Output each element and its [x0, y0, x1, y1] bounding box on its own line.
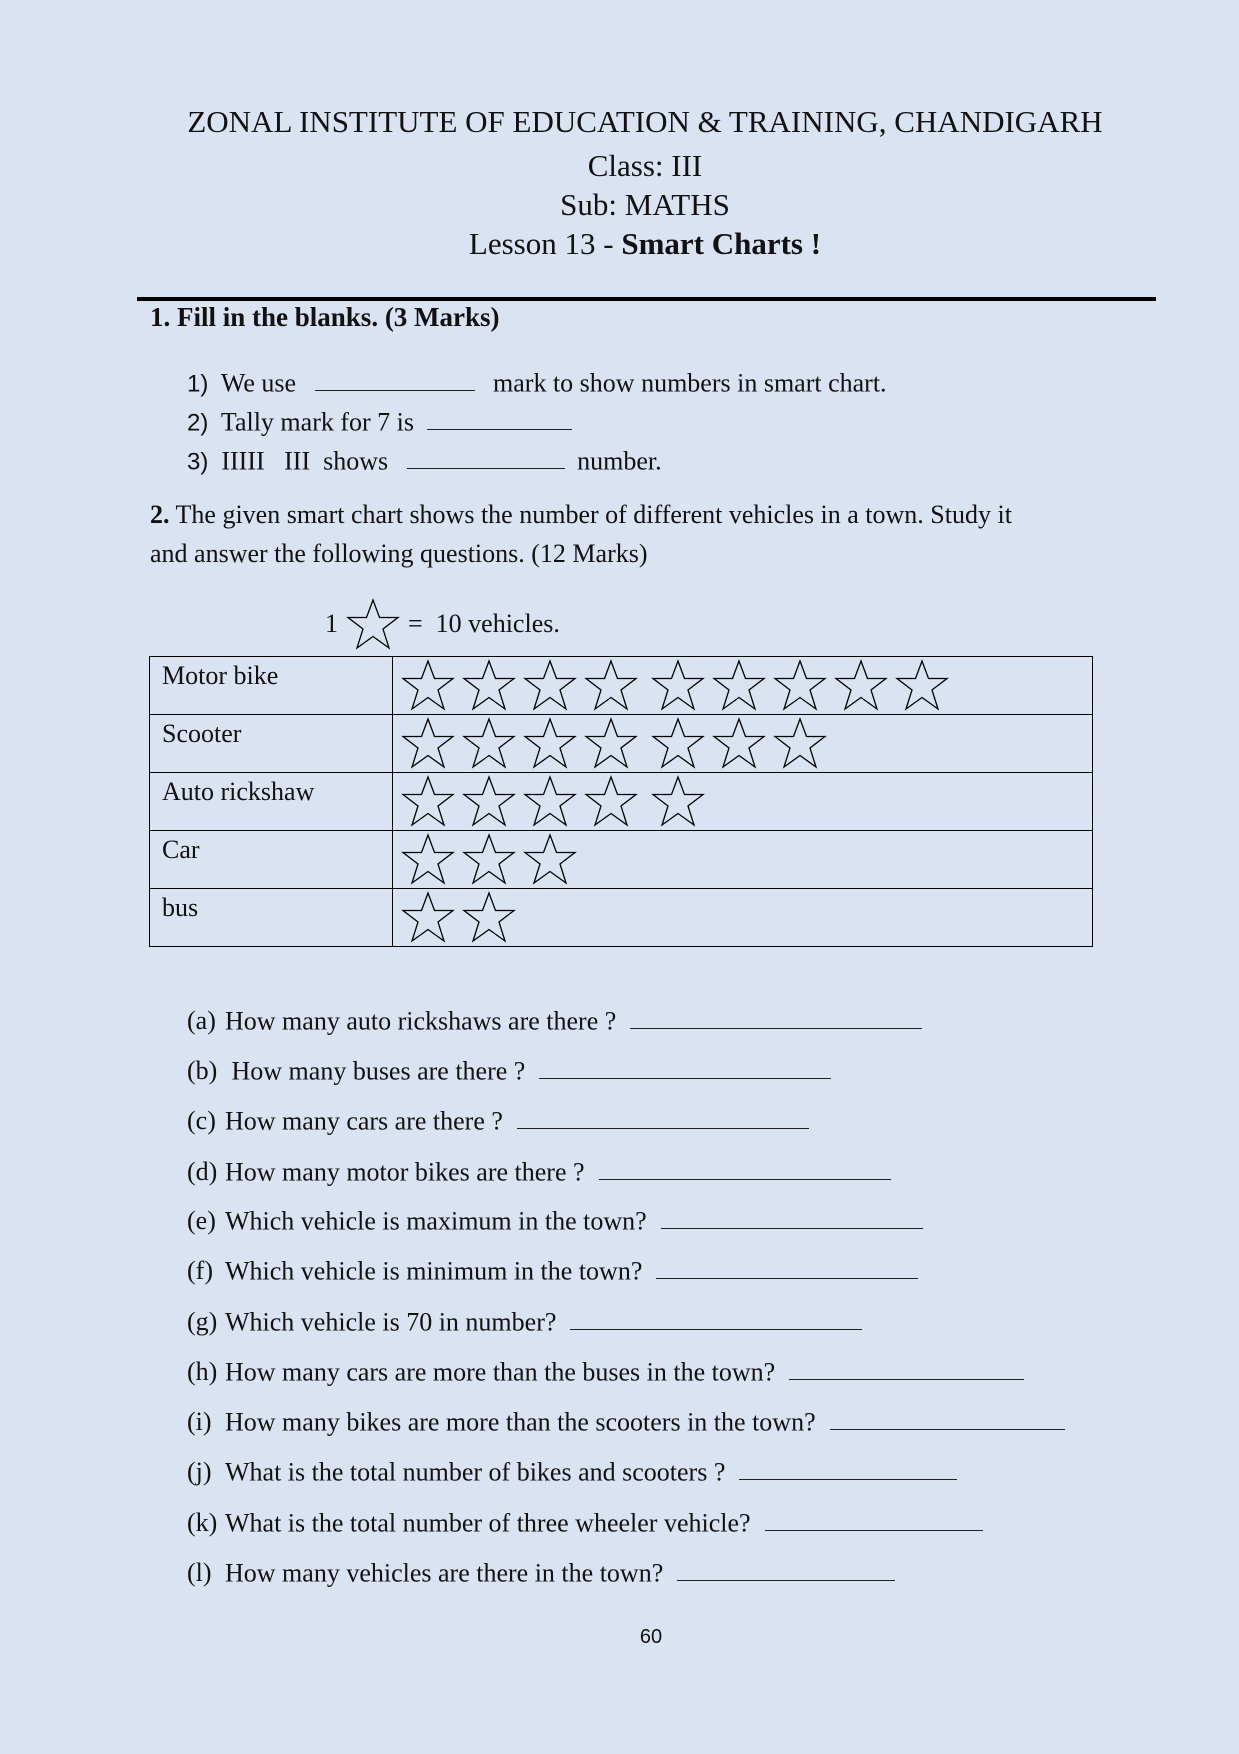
question-label: (i): [187, 1407, 212, 1437]
class-label: Class: III: [587, 148, 703, 183]
question-text: What is the total number of bikes and scooters ?: [225, 1457, 726, 1487]
star-icon: [344, 597, 402, 651]
lesson-name: Smart Charts !: [621, 226, 822, 261]
answer-blank[interactable]: [656, 1251, 918, 1279]
table-row: [150, 715, 1093, 773]
question-item: [187, 1302, 862, 1337]
vehicle-label: Scooter: [150, 715, 393, 773]
answer-blank[interactable]: [765, 1503, 983, 1531]
question-item: [187, 1001, 922, 1036]
star-icon: [403, 893, 453, 941]
table-row: [150, 773, 1093, 831]
star-icon: [653, 719, 703, 767]
star-icon: [403, 835, 453, 883]
question-text: How many cars are there ?: [225, 1106, 503, 1136]
star-icon: [586, 719, 636, 767]
answer-blank[interactable]: [539, 1051, 831, 1079]
section2-text: The given smart chart shows the number of different vehicles in a town. Study it: [175, 500, 1012, 529]
answer-blank[interactable]: [789, 1352, 1024, 1380]
star-icon: [714, 661, 764, 709]
question-label: (k): [187, 1508, 218, 1538]
star-icon: [464, 719, 514, 767]
star-icon: [714, 719, 764, 767]
star-icon: [586, 661, 636, 709]
star-icon: [525, 719, 575, 767]
section1-heading: 1. Fill in the blanks. (3 Marks): [150, 302, 500, 332]
table-row: [150, 889, 1093, 947]
star-icon: [403, 661, 453, 709]
answer-blank[interactable]: [427, 402, 572, 430]
lesson-prefix: Lesson 13 -: [468, 226, 622, 261]
question-text: How many cars are more than the buses in the town?: [225, 1357, 776, 1387]
answer-blank[interactable]: [407, 441, 565, 469]
table-row: [150, 657, 1093, 715]
star-icon: [525, 835, 575, 883]
question-text: How many motor bikes are there ?: [225, 1157, 585, 1187]
star-icon: [403, 719, 453, 767]
question-label: (g): [187, 1307, 218, 1337]
section2-number: 2.: [150, 500, 170, 529]
star-icon: [897, 661, 947, 709]
header-divider: [137, 297, 1156, 301]
question-text: How many auto rickshaws are there ?: [225, 1006, 617, 1036]
question-item: [187, 1452, 957, 1487]
star-icon: [586, 777, 636, 825]
answer-blank[interactable]: [661, 1201, 923, 1229]
star-icon: [836, 661, 886, 709]
item-number: 2): [187, 409, 209, 437]
star-row: [397, 715, 1077, 772]
star-cell: [393, 831, 1093, 889]
lesson-title: [0, 226, 1239, 262]
question-item: [187, 1101, 809, 1136]
question-text: What is the total number of three wheeler vehicle?: [225, 1508, 751, 1538]
section2-intro: [150, 500, 1012, 530]
question-label: (a): [187, 1006, 216, 1036]
question-item: [187, 1402, 1065, 1437]
question-item: [187, 1352, 1024, 1387]
section2-intro-line2: and answer the following questions. (12 Marks): [150, 539, 648, 568]
star-icon: [525, 661, 575, 709]
item-text: number.: [577, 446, 662, 476]
star-row: [397, 831, 1077, 888]
answer-blank[interactable]: [630, 1001, 922, 1029]
question-text: How many vehicles are there in the town?: [225, 1558, 664, 1588]
question-item: [187, 1553, 895, 1588]
question-text: Which vehicle is 70 in number?: [225, 1307, 557, 1337]
star-row: [397, 773, 1077, 830]
fill-blank-item: [187, 363, 887, 398]
question-label: (h): [187, 1357, 218, 1387]
star-icon: [464, 835, 514, 883]
star-icon: [653, 661, 703, 709]
answer-blank[interactable]: [830, 1402, 1065, 1430]
question-label: (b): [187, 1056, 218, 1086]
key-text: = 10 vehicles.: [408, 609, 560, 638]
star-icon: [775, 719, 825, 767]
question-text: Which vehicle is minimum in the town?: [225, 1256, 643, 1286]
vehicle-label: Motor bike: [150, 657, 393, 715]
star-icon: [464, 777, 514, 825]
answer-blank[interactable]: [570, 1302, 862, 1330]
pictograph-table: [149, 656, 1093, 947]
star-icon: [464, 893, 514, 941]
vehicle-label: Auto rickshaw: [150, 773, 393, 831]
fill-blank-item: [187, 402, 572, 437]
star-cell: [393, 657, 1093, 715]
question-label: (l): [187, 1558, 212, 1588]
star-icon: [403, 777, 453, 825]
vehicle-label: Car: [150, 831, 393, 889]
subject-label: Sub: MATHS: [560, 187, 730, 222]
star-icon: [653, 777, 703, 825]
vehicle-label: bus: [150, 889, 393, 947]
item-number: 1): [187, 370, 209, 398]
question-item: [187, 1201, 923, 1236]
answer-blank[interactable]: [599, 1152, 891, 1180]
table-row: [150, 831, 1093, 889]
question-label: (c): [187, 1106, 216, 1136]
item-number: 3): [187, 448, 209, 476]
question-label: (j): [187, 1457, 212, 1487]
fill-blank-item: [187, 441, 662, 476]
institute-name: ZONAL INSTITUTE OF EDUCATION & TRAINING, CHANDIGARH: [187, 104, 1103, 139]
star-row: [397, 889, 1077, 946]
star-row: [397, 657, 1077, 714]
star-icon: [464, 661, 514, 709]
item-text: mark to show numbers in smart chart.: [493, 368, 887, 398]
question-label: (e): [187, 1206, 216, 1236]
star-icon: [525, 777, 575, 825]
question-text: How many buses are there ?: [225, 1056, 526, 1086]
star-cell: [393, 715, 1093, 773]
question-item: [187, 1503, 983, 1538]
page-number: 60: [639, 1626, 663, 1648]
chart-key: [325, 597, 560, 651]
question-text: How many bikes are more than the scooters in the town?: [225, 1407, 816, 1437]
item-text: Tally mark for 7 is: [220, 407, 415, 437]
question-item: [187, 1251, 918, 1286]
question-label: (f): [187, 1256, 213, 1286]
question-item: [187, 1152, 891, 1187]
item-text: IIIII III shows: [221, 446, 389, 476]
question-label: (d): [187, 1157, 218, 1187]
star-icon: [775, 661, 825, 709]
key-count: 1: [325, 609, 338, 638]
item-text: We use: [220, 368, 297, 398]
answer-blank[interactable]: [315, 363, 475, 391]
star-cell: [393, 773, 1093, 831]
answer-blank[interactable]: [517, 1101, 809, 1129]
answer-blank[interactable]: [739, 1452, 957, 1480]
question-text: Which vehicle is maximum in the town?: [225, 1206, 647, 1236]
star-cell: [393, 889, 1093, 947]
answer-blank[interactable]: [677, 1553, 895, 1581]
question-item: [187, 1051, 831, 1086]
